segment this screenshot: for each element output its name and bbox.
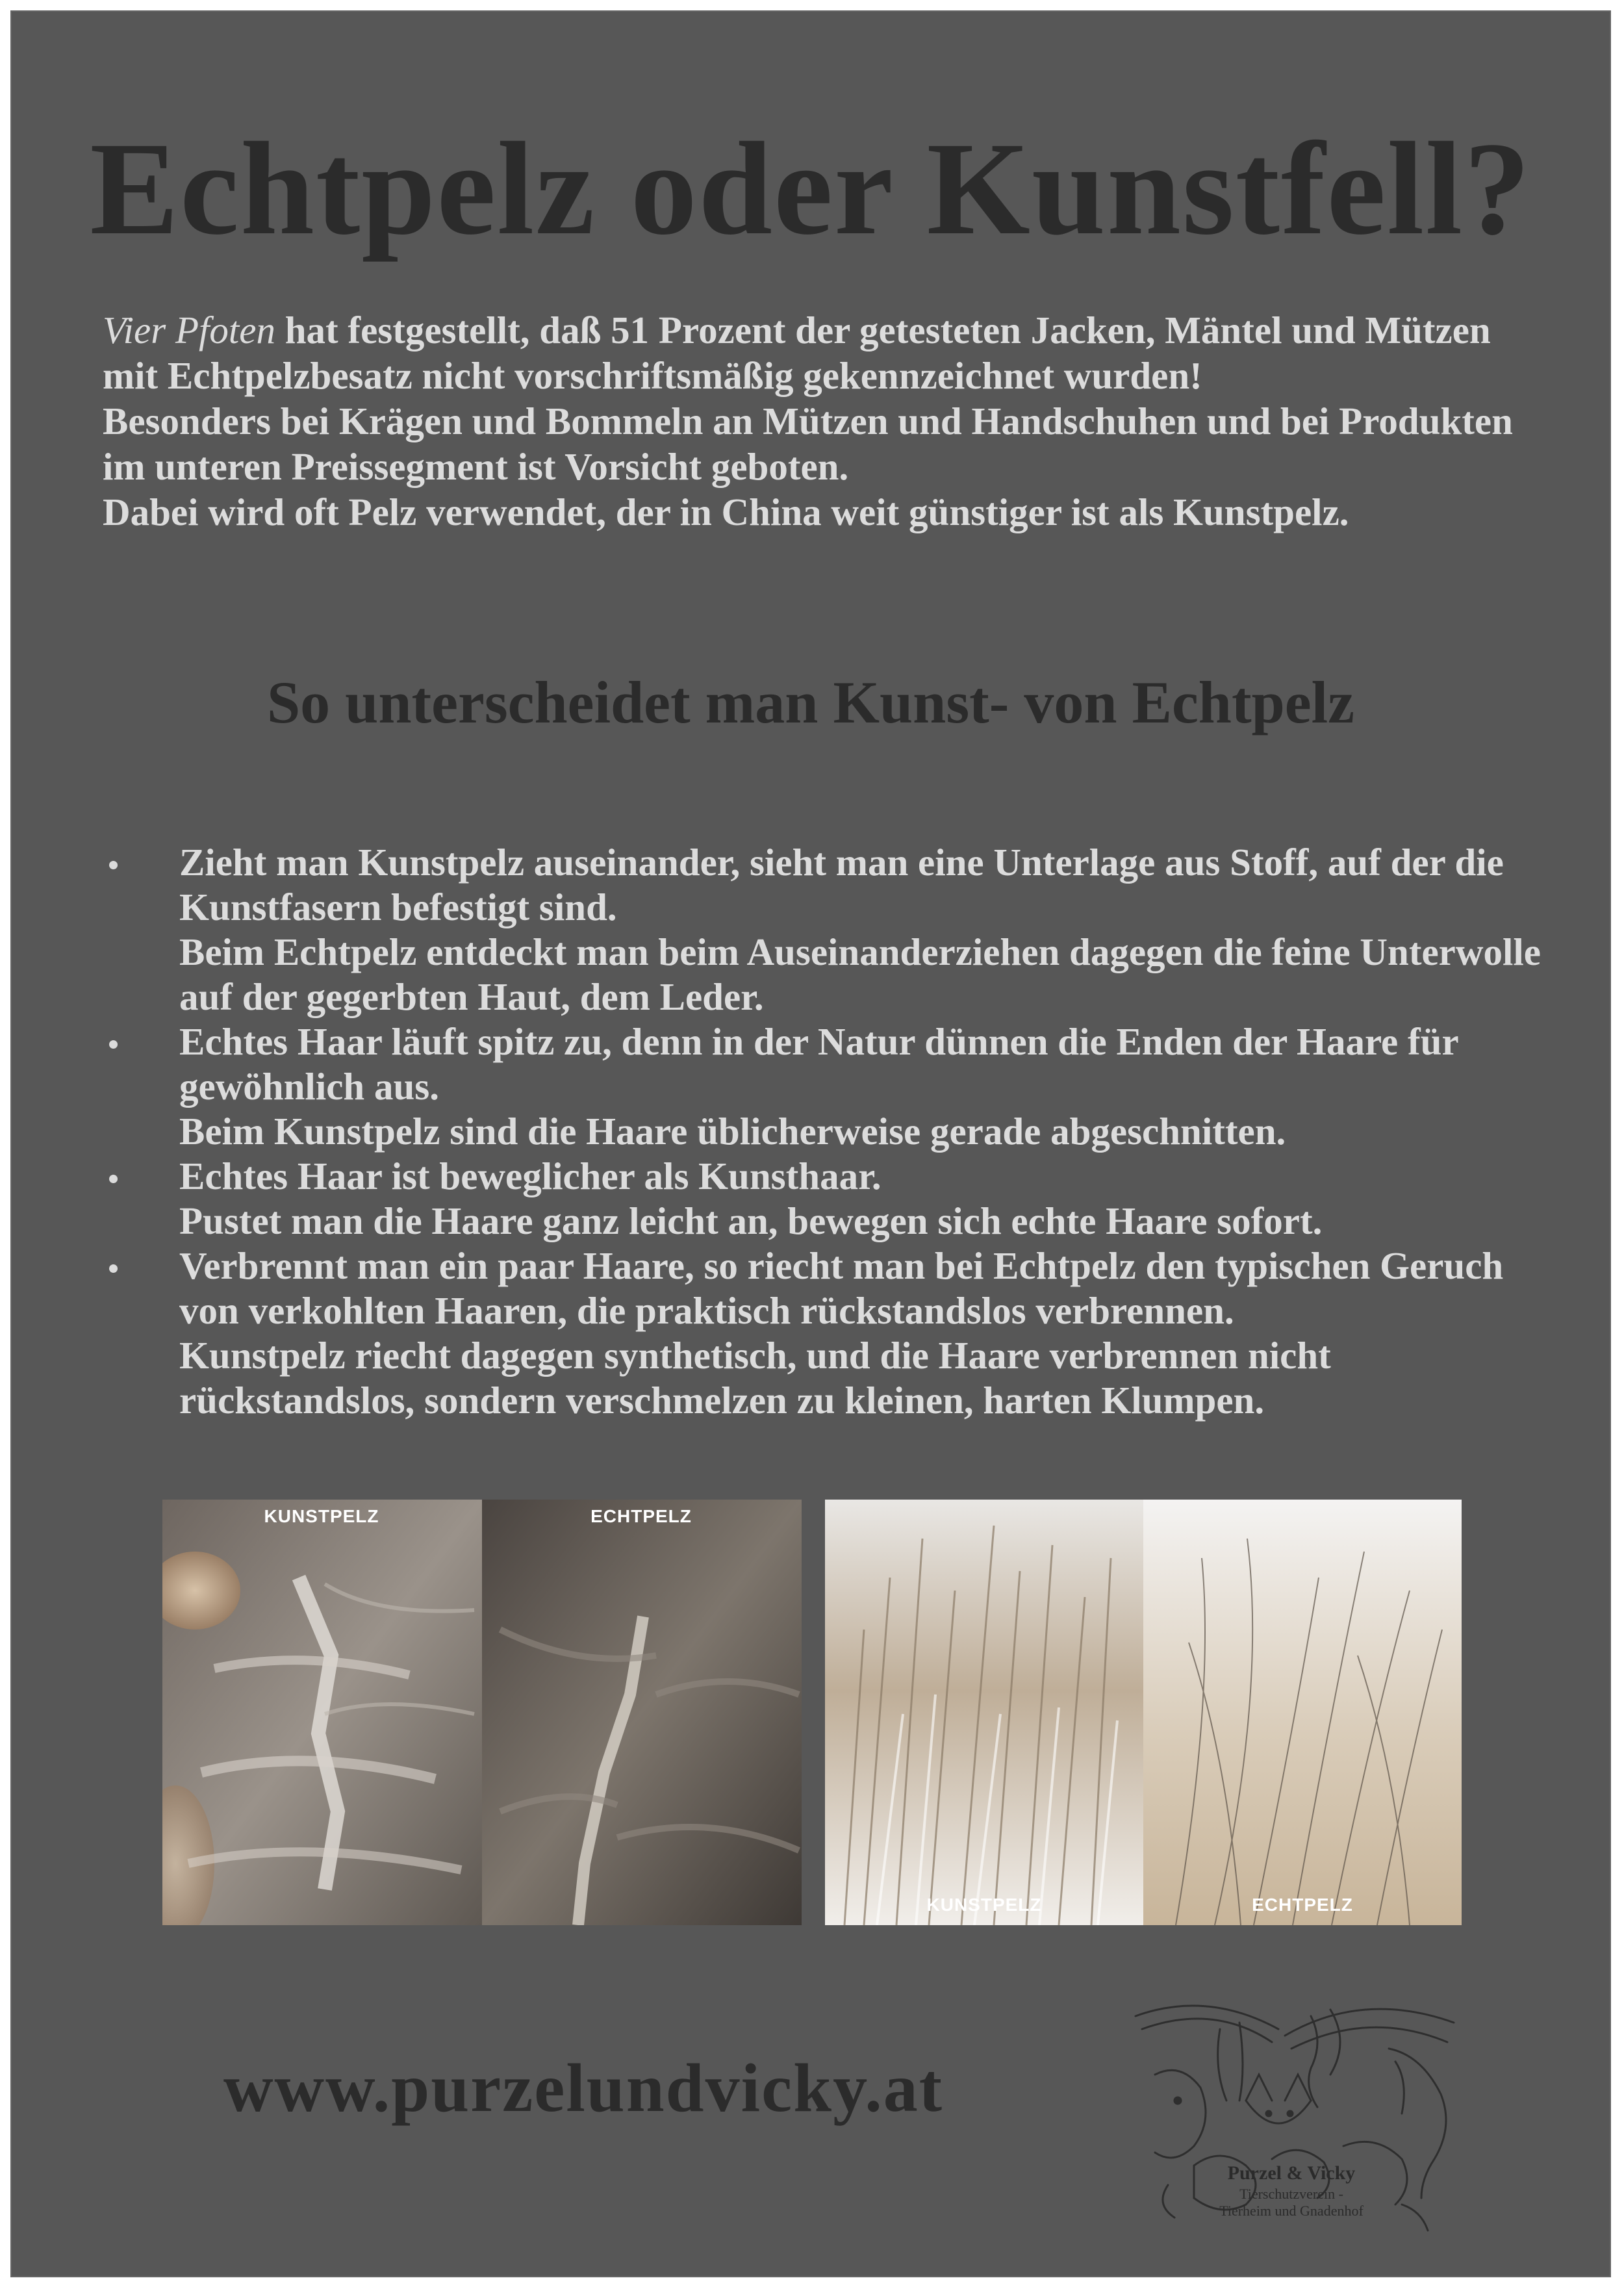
tip-text: Beim Kunstpelz sind die Haare üblicherweise gerade abgeschnitten. (179, 1110, 1286, 1153)
intro-line-3: Dabei wird oft Pelz verwendet, der in China weit günstiger ist als Kunstpelz. (103, 491, 1349, 533)
logo-name: Purzel & Vicky (1227, 2162, 1356, 2184)
logo-line-2: Tierheim und Gnadenhof (1219, 2203, 1364, 2219)
tip-text: Verbrennt man ein paar Haare, so riecht man bei Echtpelz den typischen Geruch von verkohlten Haaren, die praktisch rückstandslos verbrennen. (179, 1244, 1504, 1332)
photo-label-kunstpelz: KUNSTPELZ (926, 1895, 1042, 1915)
list-item (103, 1019, 1564, 1154)
list-item (103, 840, 1564, 1019)
tip-text: Beim Echtpelz entdeckt man beim Auseinanderziehen dagegen die feine Unterwolle auf der gegerbten Haut, dem Leder. (179, 930, 1541, 1018)
photo-label-echtpelz: ECHTPELZ (1252, 1895, 1353, 1915)
logo-line-1: Tierschutzverein - (1239, 2186, 1343, 2202)
intro-line-1 (103, 307, 1551, 398)
list-item (103, 1244, 1564, 1423)
bullet-icon (109, 1040, 118, 1049)
page-title: Echtpelz oder Kunstfell? (90, 115, 1532, 262)
tip-text: Kunstpelz riecht dagegen synthetisch, und die Haare verbrennen nicht rückstandslos, sondern verschmelzen zu kleinen, harten Klumpen. (179, 1334, 1331, 1422)
fur-photo-image (825, 1500, 1462, 1925)
poster (10, 10, 1611, 2277)
tip-text: Echtes Haar ist beweglicher als Kunsthaar. (179, 1155, 882, 1197)
bullet-icon (109, 861, 118, 869)
website-link[interactable]: www.purzelundvicky.at (223, 2050, 944, 2126)
tip-text: Pustet man die Haare ganz leicht an, bewegen sich echte Haare sofort. (179, 1199, 1323, 1242)
bullet-icon (109, 1175, 118, 1183)
list-item (103, 1154, 1564, 1244)
fur-comparison-photo-left (162, 1500, 802, 1925)
animal-sketch-logo (1116, 1990, 1467, 2263)
org-name: Vier Pfoten (103, 309, 275, 352)
photo-label-echtpelz: ECHTPELZ (590, 1506, 692, 1526)
photo-label-kunstpelz: KUNSTPELZ (264, 1506, 379, 1526)
tips-list (103, 840, 1564, 1423)
fur-comparison-photo-right (825, 1500, 1462, 1925)
intro-paragraph (103, 307, 1551, 535)
section-heading: So unterscheidet man Kunst- von Echtpelz (267, 669, 1354, 735)
intro-line-2: Besonders bei Krägen und Bommeln an Mützen und Handschuhen und bei Produkten im unteren Preissegment ist Vorsicht geboten. (103, 400, 1513, 488)
bullet-icon (109, 1264, 118, 1273)
tip-text: Echtes Haar läuft spitz zu, denn in der Natur dünnen die Enden der Haare für gewöhnlich aus. (179, 1020, 1458, 1108)
intro-line-1-text: hat festgestellt, daß 51 Prozent der getesteten Jacken, Mäntel und Mützen mit Echtpelzbesatz nicht vorschriftsmäßig gekennzeichnet wurden! (103, 309, 1491, 397)
tip-text: Zieht man Kunstpelz auseinander, sieht man eine Unterlage aus Stoff, auf der die Kunstfasern befestigt sind. (179, 841, 1504, 928)
fur-photo-image (162, 1500, 802, 1925)
